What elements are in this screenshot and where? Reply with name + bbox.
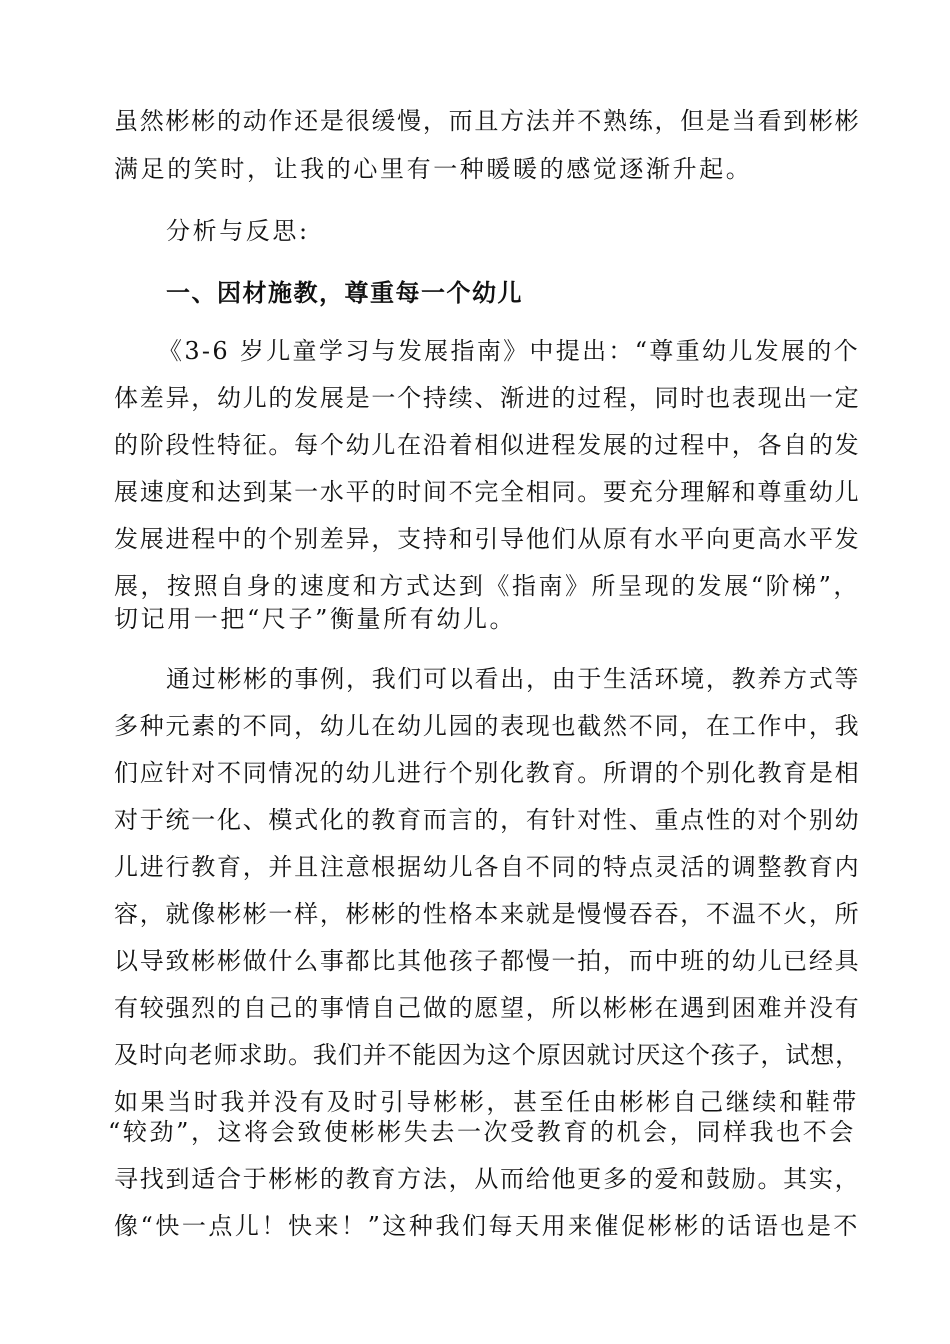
body-text-line: 像“快一点儿！快来！”这种我们每天用来催促彬彬的话语也是不: [114, 1212, 860, 1240]
body-text-line: 如果当时我并没有及时引导彬彬，甚至任由彬彬自己继续和鞋带: [114, 1088, 859, 1116]
body-text-line: 切记用一把“尺子”衡量所有幼儿。: [114, 605, 517, 633]
body-text-line: 展，按照自身的速度和方式达到《指南》所呈现的发展“阶梯”，: [114, 572, 860, 600]
body-text-line: 《3-6 岁儿童学习与发展指南》中提出：“尊重幼儿发展的个: [158, 337, 860, 365]
body-text-line: 有较强烈的自己的事情自己做的愿望，所以彬彬在遇到困难并没有: [114, 994, 861, 1022]
body-text-line: 儿进行教育，并且注意根据幼儿各自不同的特点灵活的调整教育内: [114, 853, 861, 881]
body-text-line: 满足的笑时，让我的心里有一种暖暖的感觉逐渐升起。: [114, 155, 753, 183]
section-heading: 一、因材施教，尊重每一个幼儿: [166, 279, 523, 307]
body-text-line: 虽然彬彬的动作还是很缓慢，而且方法并不熟练，但是当看到彬彬: [114, 107, 861, 135]
section-label: 分析与反思:: [166, 217, 310, 245]
body-text-line: 多种元素的不同，幼儿在幼儿园的表现也截然不同，在工作中，我: [114, 712, 861, 740]
body-text-line: 寻找到适合于彬彬的教育方法，从而给他更多的爱和鼓励。其实，: [114, 1165, 861, 1193]
body-text-line: 以导致彬彬做什么事都比其他孩子都慢一拍，而中班的幼儿已经具: [114, 947, 861, 975]
body-text-line: 发展进程中的个别差异，支持和引导他们从原有水平向更高水平发: [114, 525, 861, 553]
body-text-line: 对于统一化、模式化的教育而言的，有针对性、重点性的对个别幼: [114, 806, 861, 834]
body-text-line: 通过彬彬的事例，我们可以看出，由于生活环境，教养方式等: [166, 665, 861, 693]
body-text-line: “较劲”，这将会致使彬彬失去一次受教育的机会，同样我也不会: [108, 1118, 856, 1146]
body-text-line: 们应针对不同情况的幼儿进行个别化教育。所谓的个别化教育是相: [114, 759, 861, 787]
body-text-line: 的阶段性特征。每个幼儿在沿着相似进程发展的过程中，各自的发: [114, 431, 861, 459]
body-text-line: 体差异，幼儿的发展是一个持续、渐进的过程，同时也表现出一定: [114, 384, 861, 412]
body-text-line: 及时向老师求助。我们并不能因为这个原因就讨厌这个孩子，试想，: [114, 1041, 860, 1069]
body-text-line: 展速度和达到某一水平的时间不完全相同。要充分理解和尊重幼儿: [114, 478, 861, 506]
body-text-line: 容，就像彬彬一样，彬彬的性格本来就是慢慢吞吞，不温不火，所: [114, 900, 861, 928]
